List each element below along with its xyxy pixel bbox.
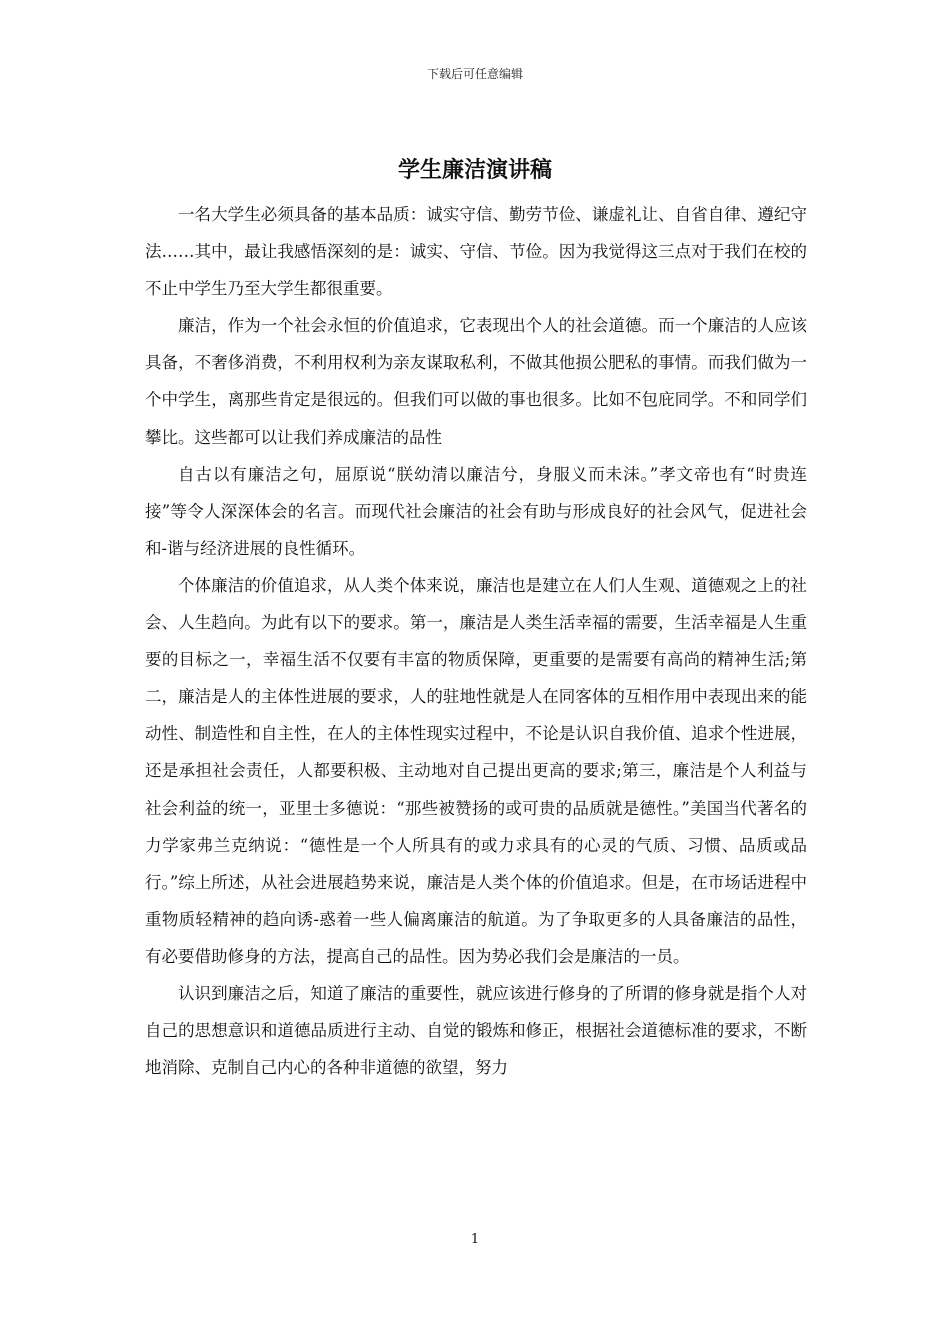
- page-number: 1: [470, 1232, 480, 1247]
- document-title: 学生廉洁演讲稿: [397, 157, 552, 183]
- paragraph: 认识到廉洁之后，知道了廉洁的重要性，就应该进行修身的了所谓的修身就是指个人对自己的思想意识和道德品质进行主动、自觉的锻炼和修正，根据社会道德标准的要求，不断地消除、克制自己内心的各种非道德的欲望，努力: [145, 983, 807, 1078]
- page-header-note: 下载后可任意编辑: [426, 67, 523, 81]
- paragraph: 自古以有廉洁之句，屈原说“朕幼清以廉洁兮，身服义而未沫。”孝文帝也有“时贵连接”等令人深深体会的名言。而现代社会廉洁的社会有助与形成良好的社会风气，促进社会和-谐与经济进展的良性循环。: [145, 464, 807, 558]
- paragraph: 个体廉洁的价值追求，从人类个体来说，廉洁也是建立在人们人生观、道德观之上的社会、人生趋向。为此有以下的要求。第一，廉洁是人类生活幸福的需要，生活幸福是人生重要的目标之一，幸福生活不仅要有丰富的物质保障，更重要的是需要有高尚的精神生活;第二，廉洁是人的主体性进展的要求，人的驻地性就是人在同客体的互相作用中表现出来的能动性、制造性和自主性，在人的主体性现实过程中，不论是认识自我价值、追求个性进展，还是承担社会责任，人都要积极、主动地对自己提出更高的要求;第三，廉洁是个人利益与社会利益的统一，亚里士多德说：“那些被赞扬的或可贵的品质就是德性。”美国当代著名的力学家弗兰克纳说：“德性是一个人所具有的或力求具有的心灵的气质、习惯、品质或品行。”综上所述，从社会进展趋势来说，廉洁是人类个体的价值追求。但是，在市场话进程中重物质轻精神的趋向诱-惑着一些人偏离廉洁的航道。为了争取更多的人具备廉洁的品性，有必要借助修身的方法，提高自己的品性。因为势必我们会是廉洁的一员。: [145, 575, 807, 966]
- paragraph: 一名大学生必须具备的基本品质：诚实守信、勤劳节俭、谦虚礼让、自省自律、遵纪守法……其中，最让我感悟深刻的是：诚实、守信、节俭。因为我觉得这三点对于我们在校的不止中学生乃至大学生都很重要。: [145, 205, 807, 299]
- paragraph: 廉洁，作为一个社会永恒的价值追求，它表现出个人的社会道德。而一个廉洁的人应该具备，不奢侈消费，不利用权利为亲友谋取私利，不做其他损公肥私的事情。而我们做为一个中学生，离那些肯定是很远的。但我们可以做的事也很多。比如不包庇同学。不和同学们攀比。这些都可以让我们养成廉洁的品性: [145, 316, 807, 447]
- document-body: [145, 196, 807, 1086]
